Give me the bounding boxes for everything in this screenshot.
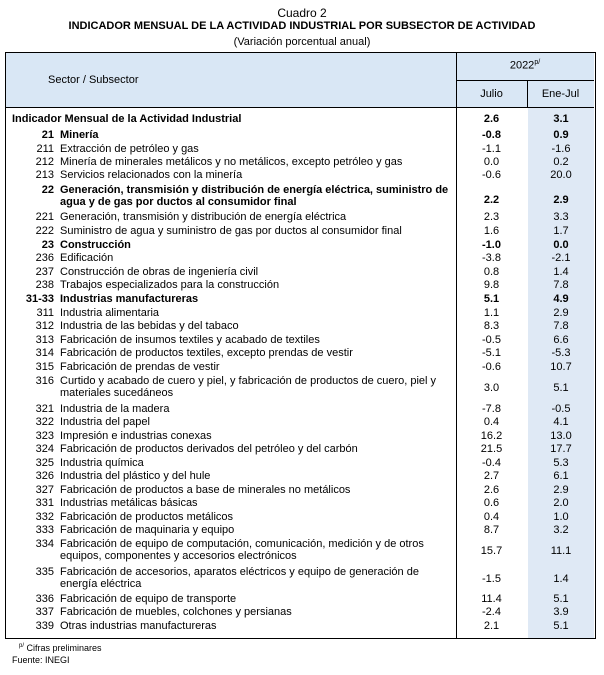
enejul-value: 10.7: [550, 361, 572, 373]
table-header: [6, 53, 594, 108]
row-code: 221: [35, 211, 54, 223]
row-name: Industria química: [60, 457, 144, 469]
row-code: 236: [35, 252, 54, 264]
enejul-value: 2.9: [553, 307, 569, 319]
julio-value: 5.1: [483, 293, 500, 305]
enejul-value: 5.1: [553, 593, 569, 605]
julio-value: 21.5: [480, 443, 503, 455]
enejul-value: 11.1: [550, 545, 572, 557]
julio-value: 2.2: [483, 194, 500, 206]
row-code: 326: [35, 470, 54, 482]
julio-value: 0.8: [483, 266, 500, 278]
row-name: Otras industrias manufactureras: [60, 620, 217, 632]
enejul-value: 1.7: [553, 225, 569, 237]
row-name: Industrias metálicas básicas: [60, 497, 198, 509]
row-name: Fabricación de productos textiles, excepto prendas de vestir: [60, 347, 353, 359]
julio-value: -1.1: [482, 143, 501, 155]
row-name: Generación, transmisión y distribución de energía eléctrica, suministro de agua y de gas por ductos al consumidor final: [60, 184, 449, 208]
row-code: 316: [35, 375, 54, 387]
row-name: Industria de las bebidas y del tabaco: [60, 320, 239, 332]
row-name: Suministro de agua y suministro de gas por ductos al consumidor final: [60, 225, 402, 237]
row-code: 23: [41, 239, 54, 251]
enejul-value: 3.3: [553, 211, 569, 223]
julio-value: 0.6: [483, 497, 500, 509]
row-code: 334: [35, 538, 54, 550]
enejul-value: 0.2: [553, 156, 569, 168]
row-name: Fabricación de prendas de vestir: [60, 361, 220, 373]
row-name: Fabricación de muebles, colchones y persianas: [60, 606, 292, 618]
row-code: 312: [35, 320, 54, 332]
julio-value: 11.4: [481, 593, 502, 605]
enejul-value: -5.3: [551, 347, 571, 359]
row-name: Construcción: [60, 239, 131, 251]
julio-value: -2.4: [482, 606, 501, 618]
row-name: Construcción de obras de ingeniería civil: [60, 266, 259, 278]
row-code: 222: [35, 225, 54, 237]
row-code: 213: [35, 169, 54, 181]
row-code: 21: [41, 129, 54, 141]
table-number: Cuadro 2: [277, 6, 327, 20]
footnote-text: Cifras preliminares: [24, 643, 102, 653]
row-code: 339: [35, 620, 54, 632]
row-name: Servicios relacionados con la minería: [60, 169, 243, 181]
row-name: Fabricación de equipo de transporte: [60, 593, 237, 605]
row-code: 337: [35, 606, 54, 618]
enejul-value: 17.7: [550, 443, 572, 455]
julio-value: 0.4: [483, 416, 500, 428]
row-name: Industria alimentaria: [60, 307, 160, 319]
data-table: [5, 52, 596, 639]
row-name: Industrias manufactureras: [60, 293, 199, 305]
row-code: 335: [35, 566, 54, 578]
enejul-value: 3.1: [553, 113, 569, 125]
row-code: 212: [35, 156, 54, 168]
enejul-value: 2.0: [553, 497, 569, 509]
julio-value: 2.7: [483, 470, 500, 482]
row-code: 314: [35, 347, 54, 359]
enejul-value: 7.8: [553, 320, 569, 332]
julio-value: -0.6: [482, 169, 501, 181]
enejul-value: 5.3: [553, 457, 569, 469]
enejul-value: 5.1: [553, 382, 569, 394]
footnote-source: Fuente: INEGI: [12, 655, 70, 665]
julio-value: 8.7: [483, 524, 500, 536]
row-name: Fabricación de productos derivados del petróleo y del carbón: [60, 443, 358, 455]
julio-value: -1.0: [482, 239, 501, 251]
row-code: 31-33: [25, 293, 54, 305]
row-name: Extracción de petróleo y gas: [60, 143, 199, 155]
julio-value: 9.8: [483, 279, 500, 291]
julio-value: -3.8: [482, 252, 501, 264]
row-code: 237: [35, 266, 54, 278]
row-name: Impresión e industrias conexas: [60, 430, 212, 442]
enejul-value: 6.6: [553, 334, 569, 346]
row-code: 324: [35, 443, 54, 455]
julio-value: -0.8: [482, 129, 501, 141]
row-code: 321: [35, 403, 54, 415]
row-name: Fabricación de maquinaria y equipo: [60, 524, 235, 536]
row-code: 211: [36, 143, 54, 155]
julio-value: 2.1: [483, 620, 500, 632]
row-name: Industria de la madera: [60, 403, 170, 415]
row-name: Minería: [60, 129, 99, 141]
row-code: 238: [35, 279, 54, 291]
julio-value: -0.5: [482, 334, 501, 346]
row-name: Industria del papel: [60, 416, 150, 428]
preliminary-marker: p/: [534, 59, 541, 66]
header-divider: [456, 80, 594, 81]
row-code: 323: [35, 430, 54, 442]
julio-value: -0.4: [482, 457, 501, 469]
julio-value: 2.6: [483, 484, 500, 496]
enejul-value: -0.5: [551, 403, 571, 415]
enejul-value: 2.9: [553, 484, 569, 496]
row-name: Minería de minerales metálicos y no metálicos, excepto petróleo y gas: [60, 156, 403, 168]
row-code: 327: [35, 484, 54, 496]
enejul-value: 13.0: [550, 430, 572, 442]
enejul-value: -1.6: [551, 143, 571, 155]
julio-column-header: Julio: [480, 88, 503, 100]
row-name: Fabricación de productos a base de minerales no metálicos: [60, 484, 351, 496]
row-code: 336: [35, 593, 54, 605]
julio-value: 1.1: [483, 307, 500, 319]
row-name: Curtido y acabado de cuero y piel, y fabricación de productos de cuero, piel y materiales sucedáneos: [60, 375, 437, 399]
julio-value: 2.6: [483, 113, 500, 125]
row-name: Edificación: [60, 252, 114, 264]
enejul-value: 1.4: [553, 573, 569, 585]
row-code: 331: [35, 497, 54, 509]
footnote-marker: p/: [19, 643, 25, 649]
row-name: Fabricación de equipo de computación, comunicación, medición y de otros equipos, componentes y accesorios electrónicos: [60, 538, 424, 562]
enejul-value: 2.9: [553, 194, 569, 206]
julio-value: 2.3: [483, 211, 500, 223]
row-code: 325: [35, 457, 54, 469]
table-title: INDICADOR MENSUAL DE LA ACTIVIDAD INDUSTRIAL POR SUBSECTOR DE ACTIVIDAD: [68, 20, 536, 32]
row-code: 22: [41, 184, 54, 196]
row-name: Generación, transmisión y distribución de energía eléctrica: [60, 211, 347, 223]
row-name: Indicador Mensual de la Actividad Industrial: [12, 113, 242, 125]
enejul-value: 7.8: [553, 279, 569, 291]
julio-value: 3.0: [483, 382, 500, 394]
row-name: Fabricación de accesorios, aparatos eléctricos y equipo de generación de energía eléctrica: [60, 566, 419, 590]
enejul-value: 3.2: [553, 524, 569, 536]
enejul-value: 20.0: [550, 169, 572, 181]
row-code: 315: [35, 361, 54, 373]
row-name: Industria del plástico y del hule: [60, 470, 211, 482]
row-code: 313: [35, 334, 54, 346]
julio-value: -7.8: [482, 403, 501, 415]
sector-column-header: Sector / Subsector: [48, 74, 139, 86]
table-subtitle: (Variación porcentual anual): [233, 36, 371, 48]
julio-value: 1.6: [483, 225, 500, 237]
row-name: Trabajos especializados para la construcción: [60, 279, 280, 291]
row-name: Fabricación de productos metálicos: [60, 511, 234, 523]
enejul-value: 5.1: [553, 620, 569, 632]
enejul-value: 0.0: [553, 239, 569, 251]
enejul-value: 4.1: [553, 416, 569, 428]
row-code: 333: [35, 524, 54, 536]
julio-value: 16.2: [480, 430, 503, 442]
row-name: Fabricación de insumos textiles y acabado de textiles: [60, 334, 320, 346]
enejul-column-header: Ene-Jul: [541, 88, 580, 100]
enejul-value: 0.9: [553, 129, 569, 141]
enejul-value: 4.9: [553, 293, 569, 305]
julio-value: -5.1: [482, 347, 501, 359]
enejul-value: 1.0: [553, 511, 569, 523]
julio-value: 0.0: [483, 156, 500, 168]
julio-value: 8.3: [483, 320, 500, 332]
year-label: 2022: [509, 59, 535, 72]
enejul-value: 3.9: [553, 606, 569, 618]
enejul-value: -2.1: [551, 252, 571, 264]
row-code: 322: [35, 416, 54, 428]
footnote-preliminary: [19, 643, 102, 653]
year-header: [456, 59, 594, 72]
enejul-value: 1.4: [553, 266, 569, 278]
julio-value: -0.6: [482, 361, 501, 373]
row-code: 311: [36, 307, 54, 319]
enejul-value: 6.1: [553, 470, 569, 482]
row-code: 332: [35, 511, 54, 523]
julio-value: 15.7: [480, 545, 503, 557]
julio-value: -1.5: [482, 573, 501, 585]
julio-value: 0.4: [483, 511, 500, 523]
